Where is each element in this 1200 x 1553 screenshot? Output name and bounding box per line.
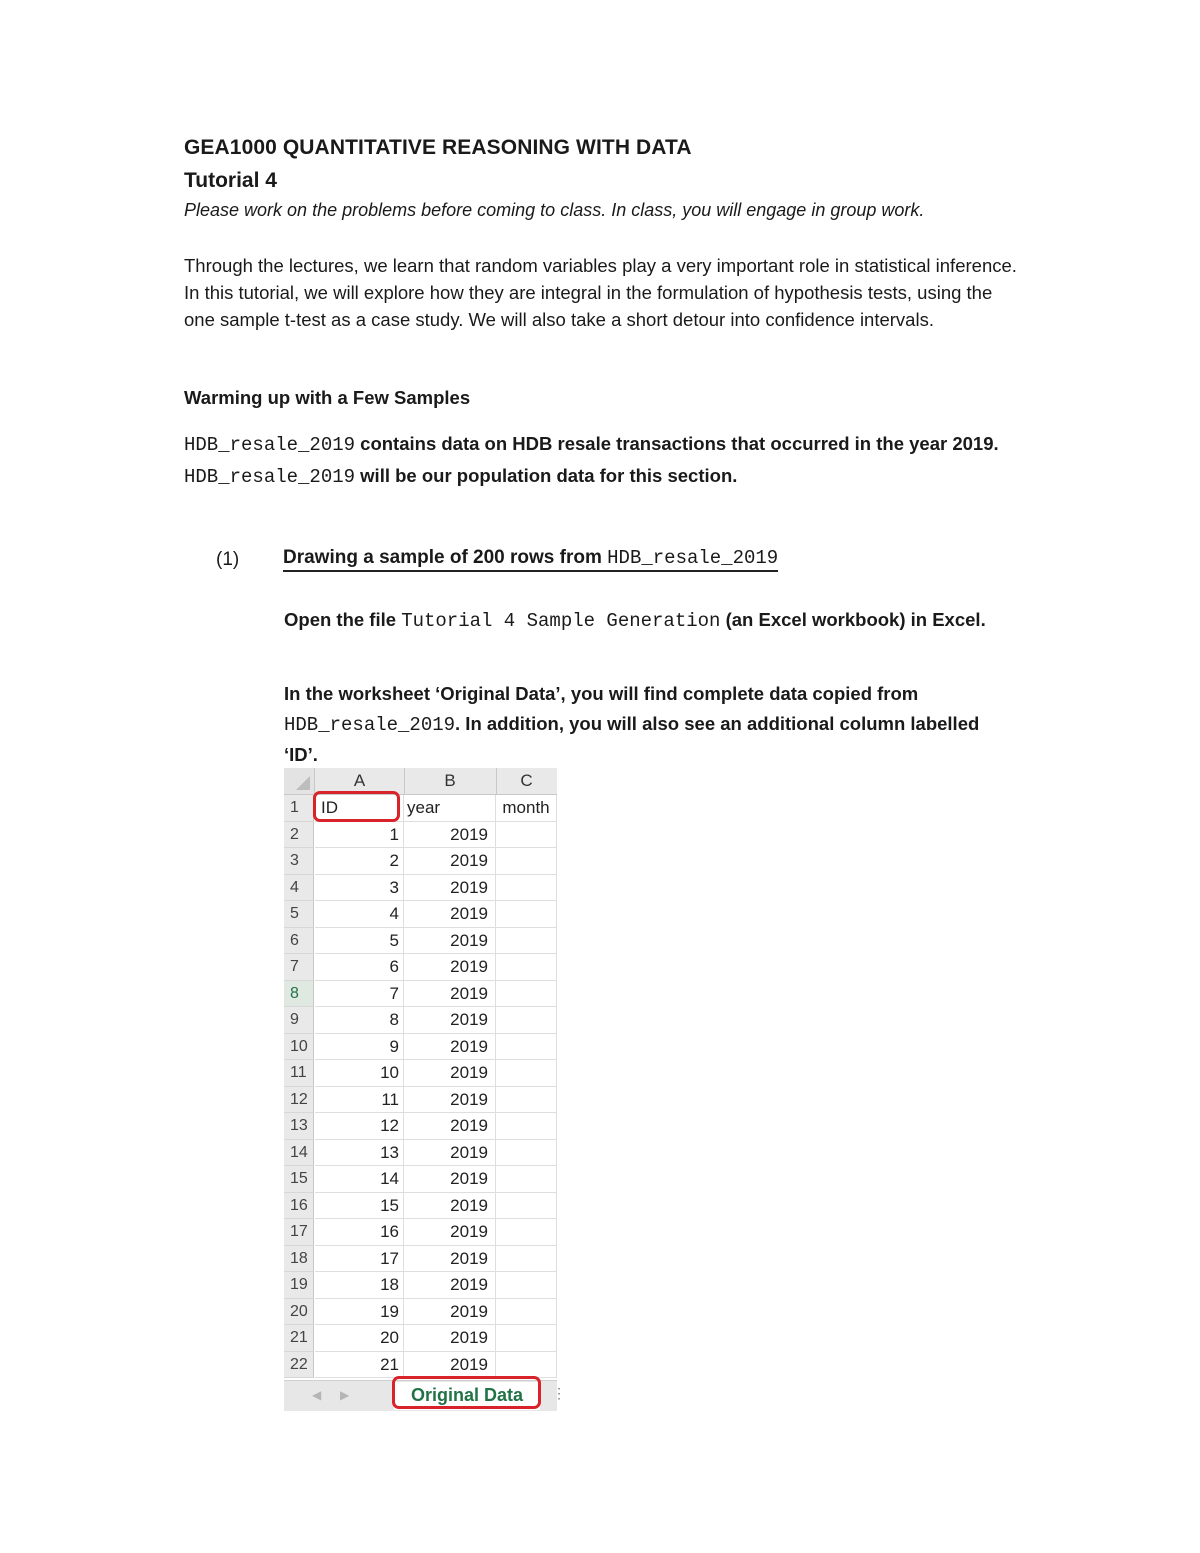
cell-year[interactable]: 2019 bbox=[404, 1166, 496, 1193]
table-row bbox=[284, 928, 557, 955]
cell-month[interactable] bbox=[496, 1034, 557, 1061]
cell-id[interactable]: 16 bbox=[315, 1219, 404, 1246]
sheet-tab-highlight bbox=[392, 1376, 541, 1409]
cell-month[interactable] bbox=[496, 1352, 557, 1379]
table-row bbox=[284, 875, 557, 902]
row-number[interactable]: 6 bbox=[284, 928, 314, 955]
cell-month[interactable] bbox=[496, 1272, 557, 1299]
table-row bbox=[284, 1352, 557, 1379]
cell-year[interactable]: 2019 bbox=[404, 928, 496, 955]
cell-id[interactable]: 20 bbox=[315, 1325, 404, 1352]
table-row bbox=[284, 1060, 557, 1087]
row-number[interactable]: 9 bbox=[284, 1007, 314, 1034]
row-number[interactable]: 13 bbox=[284, 1113, 314, 1140]
cell-id[interactable]: 17 bbox=[315, 1246, 404, 1273]
row-number[interactable]: 16 bbox=[284, 1193, 314, 1220]
row-number[interactable]: 15 bbox=[284, 1166, 314, 1193]
instructions-text: Please work on the problems before coming to class. In class, you will engage in group work. bbox=[184, 200, 925, 220]
more-tabs-icon[interactable]: ⋮ bbox=[552, 1385, 566, 1401]
cell-year[interactable]: 2019 bbox=[404, 1272, 496, 1299]
cell-month[interactable] bbox=[496, 848, 557, 875]
cell-month[interactable] bbox=[496, 822, 557, 849]
open-file-text-2: (an Excel workbook) in Excel. bbox=[720, 609, 986, 630]
dataset-name: HDB_resale_2019 bbox=[184, 465, 356, 488]
cell-month[interactable] bbox=[496, 1219, 557, 1246]
cell-year-header[interactable]: year bbox=[404, 795, 496, 822]
row-number[interactable]: 3 bbox=[284, 848, 314, 875]
table-row bbox=[284, 1007, 557, 1034]
tutorial-number: Tutorial 4 bbox=[184, 169, 277, 192]
table-row bbox=[284, 1325, 557, 1352]
table-row bbox=[284, 822, 557, 849]
open-file-text-1: Open the file bbox=[284, 609, 402, 630]
table-row bbox=[284, 1113, 557, 1140]
cell-year[interactable]: 2019 bbox=[404, 901, 496, 928]
cell-year[interactable]: 2019 bbox=[404, 1007, 496, 1034]
cell-month[interactable] bbox=[496, 1087, 557, 1114]
cell-year[interactable]: 2019 bbox=[404, 1352, 496, 1379]
open-file-paragraph bbox=[284, 605, 1004, 637]
cell-id[interactable]: 19 bbox=[315, 1299, 404, 1326]
cell-id[interactable]: 3 bbox=[315, 875, 404, 902]
cell-id[interactable]: 11 bbox=[315, 1087, 404, 1114]
row-number[interactable]: 20 bbox=[284, 1299, 314, 1326]
cell-id[interactable]: 10 bbox=[315, 1060, 404, 1087]
row-number[interactable]: 21 bbox=[284, 1325, 314, 1352]
spreadsheet-screenshot bbox=[284, 768, 566, 1410]
population-text-1: contains data on HDB resale transactions that occurred in the year 2019. bbox=[355, 433, 999, 454]
row-number[interactable]: 11 bbox=[284, 1060, 314, 1087]
cell-id[interactable]: 1 bbox=[315, 822, 404, 849]
column-header-b[interactable]: B bbox=[404, 768, 497, 794]
cell-year[interactable]: 2019 bbox=[404, 1140, 496, 1167]
cell-month[interactable] bbox=[496, 1193, 557, 1220]
question-number: (1) bbox=[216, 549, 240, 570]
row-number[interactable]: 2 bbox=[284, 822, 314, 849]
cell-year[interactable]: 2019 bbox=[404, 1060, 496, 1087]
cell-id[interactable]: 7 bbox=[315, 981, 404, 1008]
table-row bbox=[284, 1193, 557, 1220]
cell-id[interactable]: 8 bbox=[315, 1007, 404, 1034]
column-header-c[interactable]: C bbox=[520, 771, 533, 790]
population-paragraph bbox=[184, 429, 1024, 492]
workbook-name: Tutorial 4 Sample Generation bbox=[401, 610, 721, 632]
cell-month[interactable] bbox=[496, 1246, 557, 1273]
table-row bbox=[284, 1166, 557, 1193]
dataset-name: HDB_resale_2019 bbox=[284, 713, 456, 736]
cell-month[interactable] bbox=[496, 1060, 557, 1087]
cell-id[interactable]: 5 bbox=[315, 928, 404, 955]
cell-id[interactable]: 21 bbox=[315, 1352, 404, 1379]
row-number[interactable]: 14 bbox=[284, 1140, 314, 1167]
cell-id[interactable]: 12 bbox=[315, 1113, 404, 1140]
cell-year[interactable]: 2019 bbox=[404, 954, 496, 981]
column-header-a[interactable]: A bbox=[315, 768, 405, 794]
table-row bbox=[284, 1299, 557, 1326]
table-row bbox=[284, 848, 557, 875]
cell-month[interactable] bbox=[496, 981, 557, 1008]
cell-id[interactable]: 15 bbox=[315, 1193, 404, 1220]
dataset-name: HDB_resale_2019 bbox=[607, 547, 779, 569]
cell-id[interactable]: 13 bbox=[315, 1140, 404, 1167]
cell-month[interactable] bbox=[496, 875, 557, 902]
cell-year[interactable]: 2019 bbox=[404, 981, 496, 1008]
row-number[interactable]: 17 bbox=[284, 1219, 314, 1246]
row-number[interactable]: 18 bbox=[284, 1246, 314, 1273]
cell-id[interactable]: 6 bbox=[315, 954, 404, 981]
cell-month[interactable] bbox=[496, 1299, 557, 1326]
cell-year[interactable]: 2019 bbox=[404, 1034, 496, 1061]
table-row bbox=[284, 1034, 557, 1061]
scroll-right-icon[interactable]: ▶ bbox=[340, 1388, 350, 1402]
cell-month[interactable] bbox=[496, 901, 557, 928]
intro-paragraph: Through the lectures, we learn that random variables play a very important role in statistical inference. In this tutorial, we will explore how they are integral in the formulation of hypothesis tests, using the one sample t-test as a case study. We will also take a short detour into confidence intervals. bbox=[184, 255, 1017, 330]
cell-month[interactable] bbox=[496, 954, 557, 981]
row-number[interactable]: 8 bbox=[284, 981, 314, 1008]
cell-month[interactable] bbox=[496, 1113, 557, 1140]
row-number[interactable]: 12 bbox=[284, 1087, 314, 1114]
cell-year[interactable]: 2019 bbox=[404, 1299, 496, 1326]
table-row bbox=[284, 1246, 557, 1273]
cell-month[interactable] bbox=[496, 928, 557, 955]
population-text-2: will be our population data for this section. bbox=[355, 464, 738, 486]
row-number[interactable]: 4 bbox=[284, 875, 314, 902]
table-row bbox=[284, 954, 557, 981]
table-row bbox=[284, 1272, 557, 1299]
cell-id[interactable]: 9 bbox=[315, 1034, 404, 1061]
cell-month[interactable] bbox=[496, 1325, 557, 1352]
cell-id-header[interactable]: ID bbox=[315, 795, 404, 822]
row-number[interactable]: 1 bbox=[284, 795, 314, 822]
cell-year[interactable]: 2019 bbox=[404, 1087, 496, 1114]
row-number[interactable]: 22 bbox=[284, 1352, 314, 1379]
cell-month[interactable] bbox=[496, 1140, 557, 1167]
question-title-text: Drawing a sample of 200 rows from bbox=[283, 547, 608, 568]
select-all-triangle-icon bbox=[296, 776, 310, 790]
cell-year[interactable]: 2019 bbox=[404, 1113, 496, 1140]
section-heading: Warming up with a Few Samples bbox=[184, 387, 471, 408]
document-title: GEA1000 QUANTITATIVE REASONING WITH DATA bbox=[184, 136, 692, 159]
cell-year[interactable]: 2019 bbox=[404, 1193, 496, 1220]
cell-year[interactable]: 2019 bbox=[404, 1246, 496, 1273]
cell-year[interactable]: 2019 bbox=[404, 822, 496, 849]
row-number[interactable]: 19 bbox=[284, 1272, 314, 1299]
row-number[interactable]: 7 bbox=[284, 954, 314, 981]
cell-id[interactable]: 18 bbox=[315, 1272, 404, 1299]
cell-id[interactable]: 14 bbox=[315, 1166, 404, 1193]
cell-year[interactable]: 2019 bbox=[404, 1219, 496, 1246]
sheet-tab-original-data[interactable]: Original Data bbox=[394, 1382, 540, 1410]
question-title bbox=[283, 547, 778, 572]
table-row bbox=[284, 901, 557, 928]
row-number[interactable]: 10 bbox=[284, 1034, 314, 1061]
cell-year[interactable]: 2019 bbox=[404, 875, 496, 902]
id-column-highlight bbox=[313, 791, 400, 822]
worksheet-paragraph bbox=[284, 679, 1004, 770]
table-row bbox=[284, 1219, 557, 1246]
dataset-name: HDB_resale_2019 bbox=[184, 434, 356, 456]
table-row bbox=[284, 981, 557, 1008]
worksheet-text-2: . In addition, you will also see an additional column labelled ‘ID’. bbox=[284, 712, 980, 765]
cell-month[interactable] bbox=[496, 1166, 557, 1193]
cell-id[interactable]: 2 bbox=[315, 848, 404, 875]
cell-id[interactable]: 4 bbox=[315, 901, 404, 928]
cell-month[interactable] bbox=[496, 1007, 557, 1034]
table-row bbox=[284, 1087, 557, 1114]
cell-year[interactable]: 2019 bbox=[404, 1325, 496, 1352]
cell-month-header[interactable]: month bbox=[496, 795, 557, 822]
cell-year[interactable]: 2019 bbox=[404, 848, 496, 875]
row-number[interactable]: 5 bbox=[284, 901, 314, 928]
scroll-left-icon[interactable]: ◀ bbox=[312, 1388, 322, 1402]
select-all-corner[interactable] bbox=[284, 768, 315, 794]
table-row bbox=[284, 1140, 557, 1167]
worksheet-text-1: In the worksheet ‘Original Data’, you will find complete data copied from bbox=[284, 683, 919, 704]
